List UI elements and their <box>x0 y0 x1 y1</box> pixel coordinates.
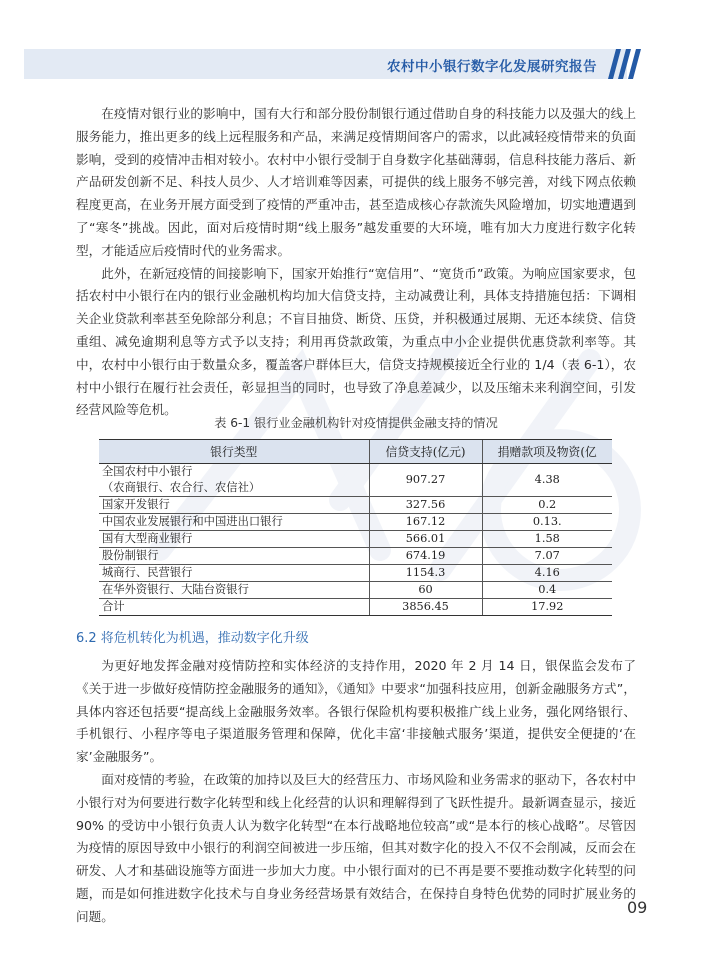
table-row <box>99 548 612 565</box>
bank-type-cell <box>99 531 369 548</box>
bank-type-name: 股份制银行 <box>102 549 159 562</box>
intro-section <box>76 103 636 422</box>
credit-support-cell: 327.56 <box>369 497 482 514</box>
table-caption: 表 6-1 银行业金融机构针对疫情提供金融支持的情况 <box>214 416 498 430</box>
bank-type-cell <box>99 497 369 514</box>
section-heading: 6.2 将危机转化为机遇，推动数字化升级 <box>76 631 309 646</box>
paragraph: 在疫情对银行业的影响中，国有大行和部分股份制银行通过借助自身的科技能力以及强大的线上服务能力，推出更多的线上远程服务和产品，来满足疫情期间客户的需求，以此减轻疫情带来的负面影响，受到的疫情冲击相对较小。农村中小银行受制于自身数字化基础薄弱，信息科技能力落后、新产品研发创新不足、科技人员少、人才培训难等因素，可提供的线上服务不够完善，对线下网点依赖程度更高，在业务开展方面受到了疫情的严重冲击，甚至造成核心存款流失风险增加，切实地遭遇到了“寒冬”挑战。因此，面对后疫情时期“线上服务”越发重要的大环境，唯有加大力度进行数字化转型，才能适应后疫情时代的业务需求。 <box>76 106 636 258</box>
bank-type-name: 全国农村中小银行 <box>102 465 193 478</box>
table-row <box>99 565 612 582</box>
bank-type-name: 城商行、民营银行 <box>102 566 193 579</box>
donation-cell: 4.38 <box>482 464 612 497</box>
donation-cell: 0.2 <box>482 497 612 514</box>
credit-support-cell: 167.12 <box>369 514 482 531</box>
bank-type-name: 合计 <box>102 600 125 613</box>
credit-support-cell: 674.19 <box>369 548 482 565</box>
donation-cell: 17.92 <box>482 599 612 616</box>
paragraph: 面对疫情的考验，在政策的加持以及巨大的经营压力、市场风险和业务需求的驱动下，各农村中小银行对为何要进行数字化转型和线上化经营的认识和理解得到了飞跃性提升。最新调查显示，接近 90% 的受访中小银行负责人认为数字化转型“在本行战略地位较高”或“是本行的核心战略”。尽管因为疫情的原因导致中小银行的利润空间被进一步压缩，但其对数字化的投入不仅不会削减，反而会在研发、人才和基础设施等方面进一步加大力度。中小银行面对的已不再是要不要推动数字化转型的问题，而是如何推进数字化技术与自身业务经营场景有效结合，在保持自身特色优势的同时扩展业务的问题。 <box>76 771 636 924</box>
table-row <box>99 599 612 616</box>
credit-support-cell: 566.01 <box>369 531 482 548</box>
bank-type-cell <box>99 565 369 582</box>
bank-type-name: 在华外资银行、大陆台资银行 <box>102 583 249 596</box>
bank-type-name: 国有大型商业银行 <box>102 532 193 545</box>
credit-support-cell: 907.27 <box>369 464 482 497</box>
column-header: 信贷支持(亿元) <box>369 440 482 464</box>
donation-cell: 0.4 <box>482 582 612 599</box>
donation-cell: 1.58 <box>482 531 612 548</box>
donation-cell: 4.16 <box>482 565 612 582</box>
column-header: 捐赠款项及物资(亿 <box>482 440 612 464</box>
bank-type-name: 中国农业发展银行和中国进出口银行 <box>102 515 283 528</box>
bank-type-cell <box>99 599 369 616</box>
credit-support-cell: 1154.3 <box>369 565 482 582</box>
table-header-row <box>99 440 612 464</box>
column-header: 银行类型 <box>99 440 369 464</box>
credit-support-cell: 3856.45 <box>369 599 482 616</box>
header-slash-decoration <box>608 49 648 79</box>
bank-type-subtitle: （农商银行、农合行、农信社） <box>102 481 261 494</box>
donation-cell: 0.13. <box>482 514 612 531</box>
table-row <box>99 497 612 514</box>
bank-type-name: 国家开发银行 <box>102 498 170 511</box>
table-row <box>99 582 612 599</box>
financial-support-table <box>99 439 612 616</box>
table-row <box>99 464 612 497</box>
bank-type-cell <box>99 514 369 531</box>
table-row <box>99 514 612 531</box>
table-row <box>99 531 612 548</box>
report-title: 农村中小银行数字化发展研究报告 <box>387 59 597 75</box>
credit-support-cell: 60 <box>369 582 482 599</box>
section-6-2-body <box>76 655 636 929</box>
donation-cell: 7.07 <box>482 548 612 565</box>
paragraph: 此外，在新冠疫情的间接影响下，国家开始推行“宽信用”、“宽货币”政策。为响应国家要求，包括农村中小银行在内的银行业金融机构均加大信贷支持，主动减费让利，具体支持措施包括：下调相关企业贷款利率甚至免除部分利息；不盲目抽贷、断贷、压贷，并积极通过展期、无还本续贷、信贷重组、减免逾期利息等方式予以支持；利用再贷款政策，为重点中小企业提供优惠贷款利率等。其中，农村中小银行由于数量众多，覆盖客户群体巨大，信贷支持规模接近全行业的 1/4（表 6-1），农村中小银行在履行社会责任，彰显担当的同时，也导致了净息差减少，以及压缩未来利润空间，引发经营风险等危机。 <box>76 265 636 418</box>
page-number: 09 <box>627 898 648 917</box>
bank-type-cell <box>99 582 369 599</box>
paragraph: 为更好地发挥金融对疫情防控和实体经济的支持作用，2020 年 2 月 14 日，银保监会发布了《关于进一步做好疫情防控金融服务的通知》，《通知》中要求“加强科技应用，创新金融服务方式”，具体内容还包括要“提高线上金融服务效率。各银行保险机构要积极推广线上业务，强化网络银行、手机银行、小程序等电子渠道服务管理和保障，优化丰富‘非接触式服务’渠道，提供安全便捷的‘在家’金融服务”。 <box>76 658 636 765</box>
bank-type-cell <box>99 464 369 497</box>
bank-type-cell <box>99 548 369 565</box>
